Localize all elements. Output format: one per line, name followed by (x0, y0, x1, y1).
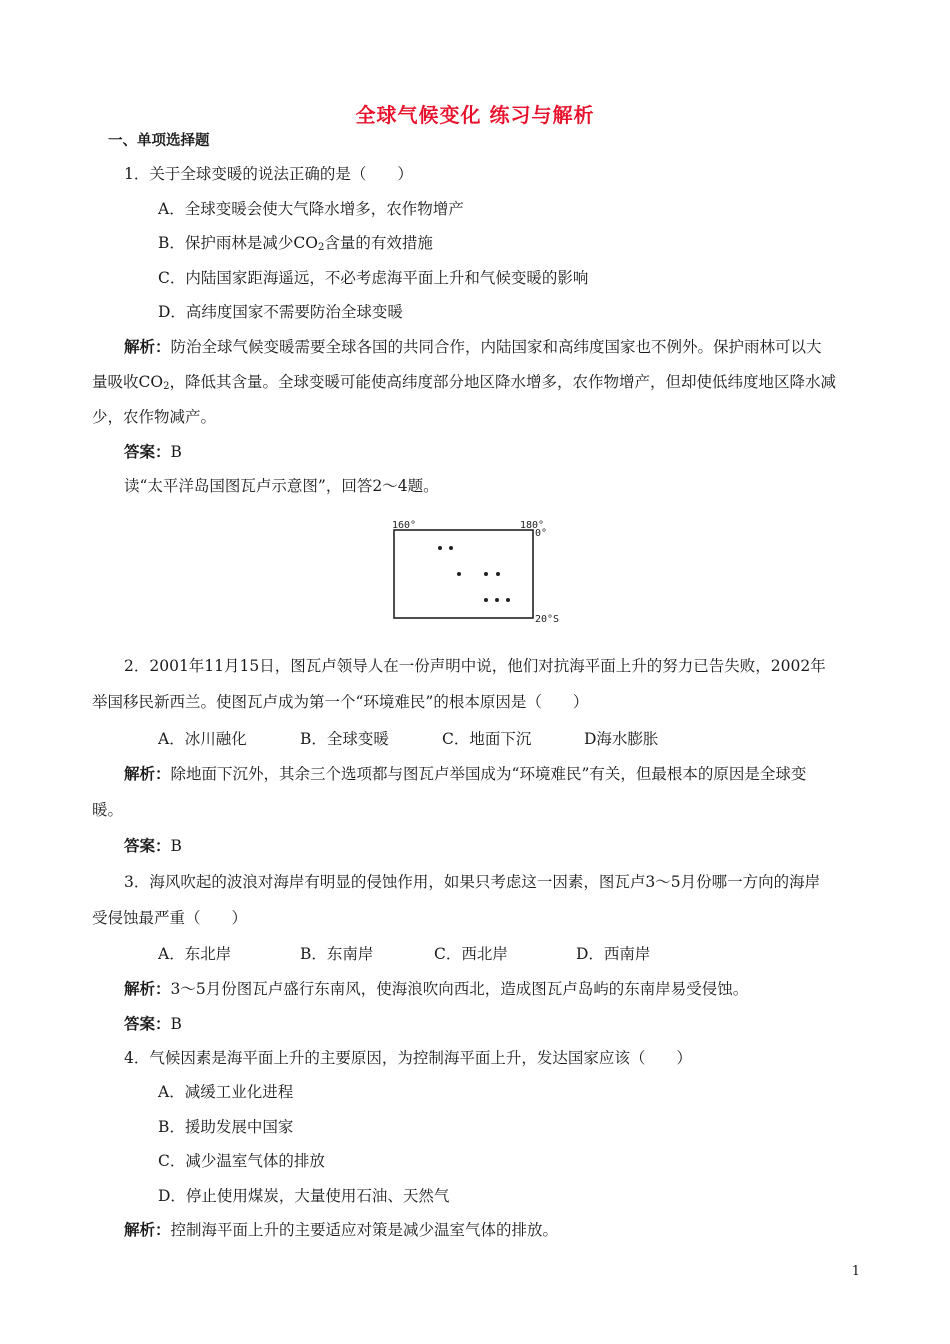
q1-option-a: A．全球变暖会使大气降水增多，农作物增产 (158, 200, 464, 218)
island-dot (484, 598, 488, 602)
q1-analysis-line-2: 量吸收$CO_2$，降低其含量。全球变暖可能使高纬度部分地区降水增多，农作物增产，但却使低纬度地区降水减 (92, 373, 836, 392)
q4-analysis: 解析：控制海平面上升的主要适应对策是减少温室气体的排放。 (124, 1221, 559, 1239)
island-dot (484, 572, 488, 576)
document-title: 全球气候变化 练习与解析 (355, 103, 595, 127)
q1-answer: 答案：B (124, 443, 182, 461)
q4-option-a: A．减缓工业化进程 (158, 1083, 294, 1101)
q3-stem-line-2: 受侵蚀最严重（ ） (92, 909, 248, 927)
map-frame (394, 530, 533, 618)
q4-option-c: C．减少温室气体的排放 (158, 1152, 325, 1170)
map-label-lat-top: 0° (535, 528, 548, 539)
island-dot (506, 598, 510, 602)
map-label-lat-bottom: 20°S (535, 614, 560, 625)
q1-option-c: C．内陆国家距海遥远，不必考虑海平面上升和气候变暖的影响 (158, 269, 589, 287)
island-dot (495, 598, 499, 602)
map-label-lon-right: 180° (520, 520, 545, 531)
section-heading: 一、单项选择题 (108, 133, 210, 149)
q3-answer: 答案：B (124, 1015, 182, 1033)
q3-option-a: A．东北岸 (158, 945, 232, 963)
q1-analysis-line-3: 少，农作物减产。 (92, 408, 217, 426)
q4-option-d: D．停止使用煤炭，大量使用石油、天然气 (158, 1187, 450, 1205)
q1-analysis-line-1: 解析：防治全球气候变暖需要全球各国的共同合作，内陆国家和高纬度国家也不例外。保护雨林可以大 (124, 338, 822, 356)
q1-option-d: D．高纬度国家不需要防治全球变暖 (158, 303, 403, 321)
q2-option-a: A．冰川融化 (158, 730, 247, 748)
q2-option-b: B．全球变暖 (300, 730, 389, 748)
q2-analysis-line-2: 暖。 (92, 801, 124, 819)
q2-option-d: D海水膨胀 (584, 730, 659, 748)
q4-option-b: B．援助发展中国家 (158, 1118, 294, 1136)
q2-answer: 答案：B (124, 837, 182, 855)
island-dot (438, 546, 442, 550)
map-intro: 读“太平洋岛国图瓦卢示意图”，回答2～4题。 (124, 477, 439, 495)
page-number: 1 (851, 1264, 860, 1279)
q2-analysis-line-1: 解析：除地面下沉外，其余三个选项都与图瓦卢举国成为“环境难民”有关，但最根本的原因是全球变 (124, 765, 807, 783)
island-dot (496, 572, 500, 576)
q2-stem-line-1: 2．2001年11月15日，图瓦卢领导人在一份声明中说，他们对抗海平面上升的努力已告失败，2002年 (124, 657, 826, 675)
island-dot (457, 572, 461, 576)
q4-stem: 4．气候因素是海平面上升的主要原因，为控制海平面上升，发达国家应该（ ） (124, 1049, 692, 1067)
island-dot (449, 546, 453, 550)
q2-stem-line-2: 举国移民新西兰。使图瓦卢成为第一个“环境难民”的根本原因是（ ） (92, 693, 589, 711)
q3-option-b: B．东南岸 (300, 945, 374, 963)
q3-analysis: 解析：3～5月份图瓦卢盛行东南风，使海浪吹向西北，造成图瓦卢岛屿的东南岸易受侵蚀。 (124, 980, 749, 998)
q1-stem: 1．关于全球变暖的说法正确的是（ ） (124, 165, 413, 183)
q2-option-c: C．地面下沉 (442, 730, 532, 748)
q1-option-b: B．保护雨林是减少$CO_2$含量的有效措施 (158, 234, 433, 253)
q3-option-d: D．西南岸 (576, 945, 651, 963)
q3-stem-line-1: 3．海风吹起的波浪对海岸有明显的侵蚀作用，如果只考虑这一因素，图瓦卢3～5月份哪一方向的海岸 (124, 873, 821, 891)
tuvalu-map (364, 514, 564, 626)
map-label-lon-left: 160° (392, 520, 417, 531)
q3-option-c: C．西北岸 (434, 945, 508, 963)
